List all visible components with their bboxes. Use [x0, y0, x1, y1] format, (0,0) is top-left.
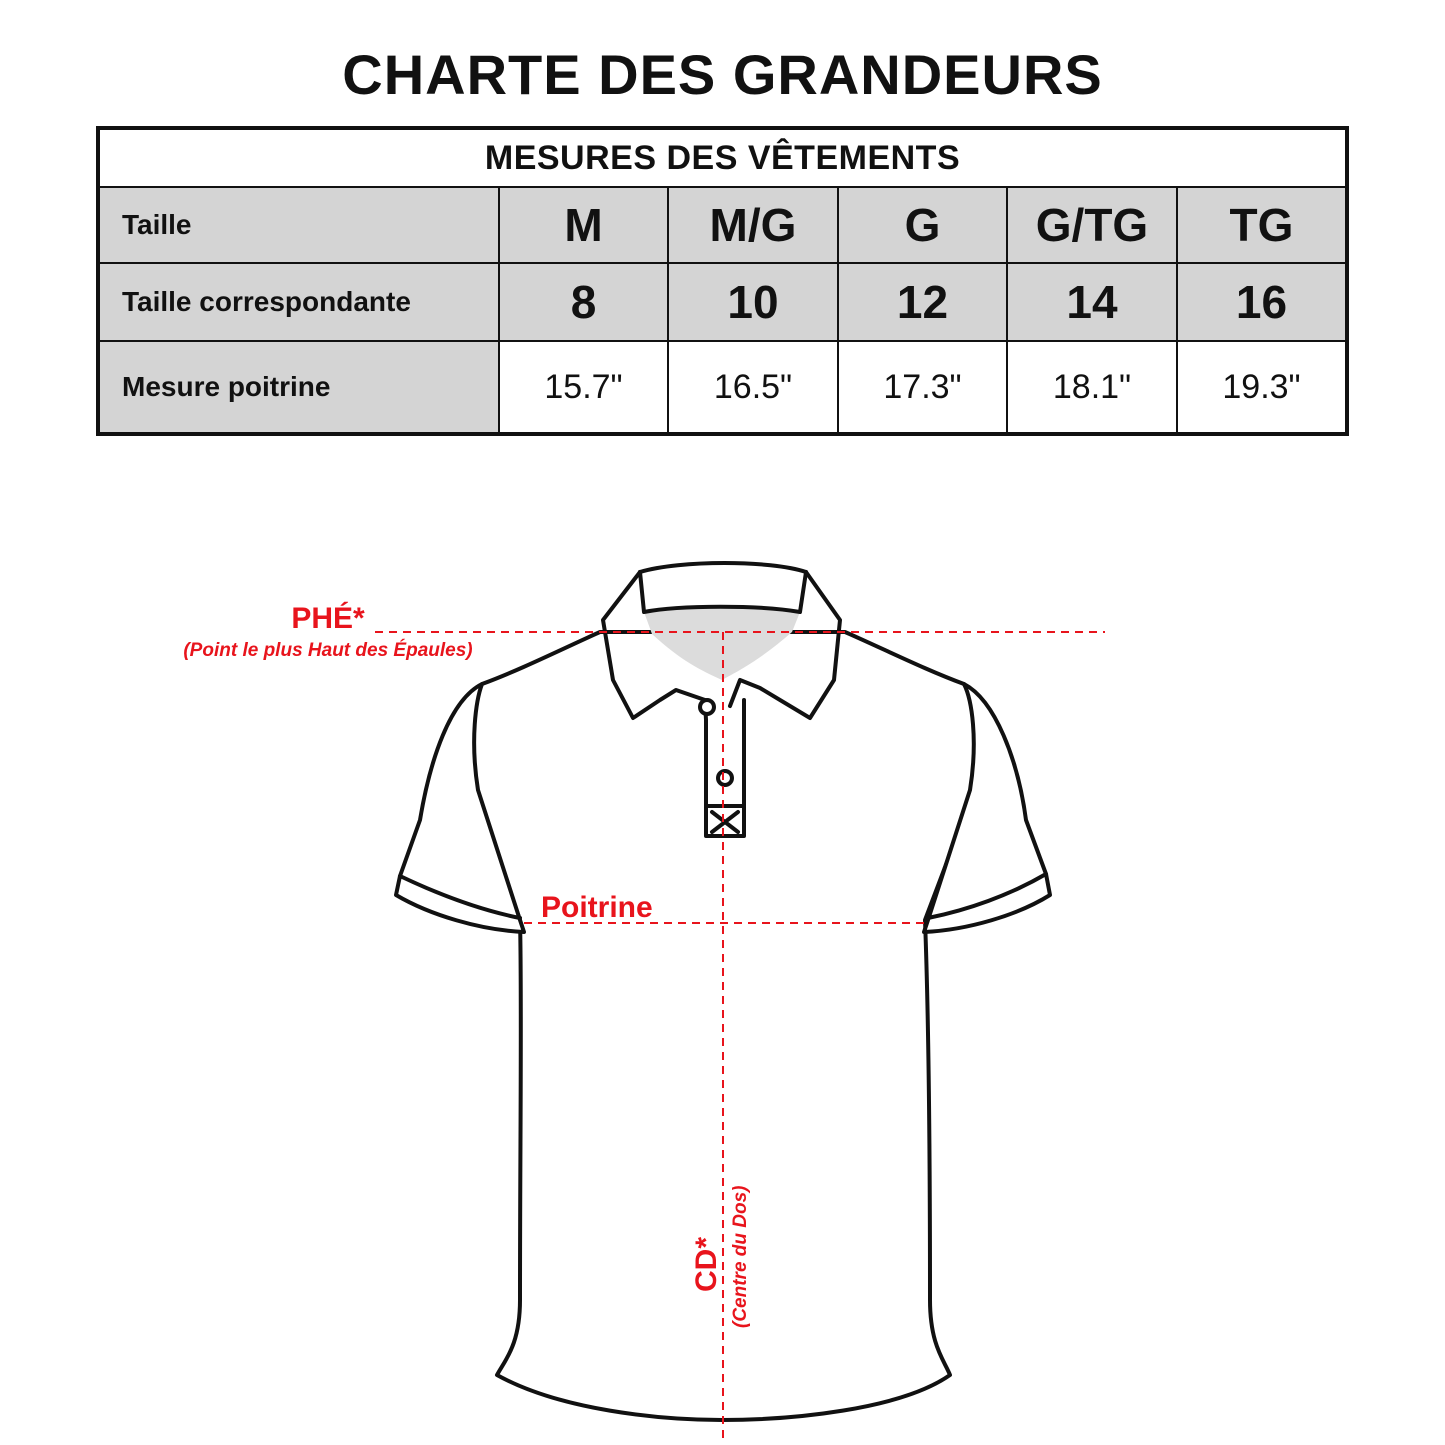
chest-measure-cell: 15.7": [499, 341, 668, 434]
chest-measure-cell: 16.5": [668, 341, 838, 434]
corresponding-size-cell: 14: [1007, 263, 1177, 341]
cd-note: (Centre du Dos): [730, 1185, 751, 1328]
row-label-corresponding: Taille correspondante: [98, 263, 499, 341]
chest-measure-cell: 18.1": [1007, 341, 1177, 434]
row-label-chest: Mesure poitrine: [98, 341, 499, 434]
size-cell: M/G: [668, 187, 838, 263]
chest-measure-cell: 17.3": [838, 341, 1007, 434]
cd-label: CD*: [690, 1236, 723, 1292]
page-title: CHARTE DES GRANDEURS: [342, 43, 1103, 106]
corresponding-size-cell: 12: [838, 263, 1007, 341]
phe-note: (Point le plus Haut des Épaules): [183, 640, 473, 661]
phe-label: PHÉ*: [291, 602, 365, 635]
corresponding-size-cell: 10: [668, 263, 838, 341]
size-cell: M: [499, 187, 668, 263]
corresponding-size-cell: 8: [499, 263, 668, 341]
button-bottom: [718, 771, 732, 785]
size-cell: G/TG: [1007, 187, 1177, 263]
size-cell: TG: [1177, 187, 1347, 263]
chest-measure-cell: 19.3": [1177, 341, 1347, 434]
section-header: MESURES DES VÊTEMENTS: [98, 128, 1347, 187]
chest-label: Poitrine: [541, 891, 653, 924]
row-label-size: Taille: [98, 187, 499, 263]
corresponding-size-cell: 16: [1177, 263, 1347, 341]
size-cell: G: [838, 187, 1007, 263]
button-top: [700, 700, 714, 714]
